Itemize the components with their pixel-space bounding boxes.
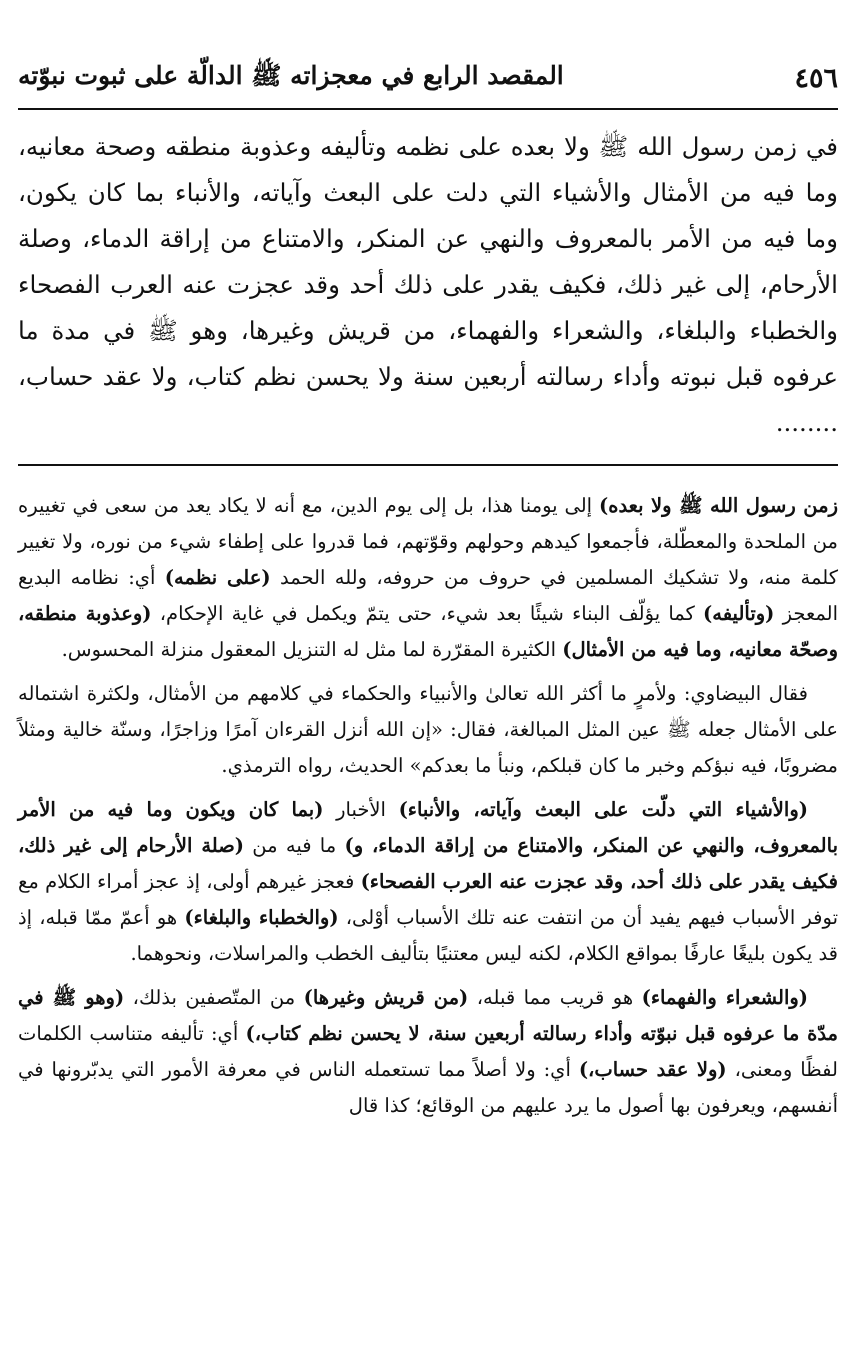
commentary: [18, 488, 838, 1124]
text-run: (والأشياء التي دلّت على البعث وآياته، والأنباء): [398, 798, 808, 821]
text-run: ما فيه من: [244, 834, 345, 857]
commentary-paragraph-4: [18, 980, 838, 1124]
ellipsis-dots: ........: [775, 408, 838, 437]
text-run: (والخطباء والبلغاء): [184, 906, 339, 929]
text-run: إلى يومنا هذا، بل إلى يوم الدين، مع أنه لا يكاد يعد من سعى في تغييره من الملحدة والمعطّلة، فأجمعوا كيدهم وحولهم وقوّتهم، فما قدروا على إطفاء شيء من نوره، ولا تغيير كلمة منه، ولا تشكيك المسلمين في حروف من حروفه، ولله الحمد: [18, 494, 838, 589]
text-run: (وهو ﷺ في مدّة ما عرفوه قبل نبوّته وأداء رسالته أربعين سنة، لا يحسن نظم كتاب،): [18, 986, 838, 1045]
text-run: زمن رسول الله ﷺ ولا بعده): [599, 494, 838, 517]
text-run: (والشعراء والفهماء): [641, 986, 809, 1009]
page-number: ٤٥٦: [794, 62, 838, 94]
running-header: [18, 58, 838, 98]
text-run: (على نظمه): [164, 566, 271, 589]
text-run: الأخبار: [323, 798, 399, 821]
text-run: أي: ولا أصلاً مما تستعمله الناس في معرفة الأمور التي يدبّرونها في أنفسهم، ويعرفون بها أصول ما يرد عليهم من الوقائع؛ كذا قال: [18, 1058, 838, 1117]
text-run: أي: تأليفه متناسب الكلمات لفظًا ومعنى،: [18, 1022, 838, 1081]
commentary-paragraph-2: فقال البيضاوي: ولأمرٍ ما أكثر الله تعالىٰ والأنبياء والحكماء في كلامهم من الأمثال، ولكثرة اشتماله على الأمثال جعله ﷺ عين المثل المبالغة، فقال: «إن الله أنزل القرءان آمرًا وزاجرًا، وسنّة خالية ومثلاً مضروبًا، فيه نبؤكم وخبر ما كان قبلكم، ونبأ ما بعدكم» الحديث، رواه الترمذي.: [18, 682, 838, 777]
main-paragraph-text: في زمن رسول الله ﷺ ولا بعده على نظمه وتأليفه وعذوبة منطقه وصحة معانيه، وما فيه من الأمثال والأشياء التي دلت على البعث وآياته، والأنباء بما كان يكون، وما فيه من الأمر بالمعروف والنهي عن المنكر، والامتناع من إراقة الدماء، وصلة الأرحام، إلى غير ذلك، فكيف يقدر على ذلك أحد وقد عجزت عنه العرب الفصحاء والخطباء والبلغاء، والشعراء والفهماء، من قريش وغيرها، وهو ﷺ في مدة ما عرفوه قبل نبوته وأداء رسالته أربعين سنة ولا يحسن نظم كتاب، ولا عقد حساب،: [18, 132, 838, 391]
text-run: (من قريش وغيرها): [303, 986, 469, 1009]
text-run: (وعذوبة منطقه، وصحّة معانيه، وما فيه من الأمثال): [18, 602, 838, 661]
text-run: هو قريب مما قبله،: [468, 986, 642, 1009]
text-run: (بما كان ويكون وما فيه من الأمر بالمعروف، والنهي عن المنكر، والامتناع من إراقة الدماء، و): [18, 798, 838, 857]
chapter-title: المقصد الرابع في معجزاته ﷺ الدالّة على ثبوت نبوّته: [18, 60, 564, 90]
text-run: (وتأليفه): [703, 602, 775, 625]
text-run: الكثيرة المقرّرة لما مثل له التنزيل المعقول منزلة المحسوس.: [61, 638, 563, 661]
text-run: كما يؤلّف البناء شيئًا بعد شيء، حتى يتمّ ويكمل في غاية الإحكام،: [151, 602, 704, 625]
commentary-paragraph-1: [18, 488, 838, 668]
main-text: [18, 124, 838, 446]
separator-rule: [18, 464, 838, 466]
header-rule: [18, 108, 838, 110]
text-run: أي: نظامه البديع المعجز: [18, 566, 838, 625]
text-run: هو أعمّ ممّا قبله، إذ قد يكون بليغًا عارفًا بمواقع الكلام، لكنه ليس معتنيًا بتأليف الخطب والمراسلات، ونحوهما.: [18, 906, 838, 965]
text-run: (ولا عقد حساب،): [578, 1058, 727, 1081]
book-page: [18, 58, 838, 1348]
text-run: (صلة الأرحام إلى غير ذلك، فكيف يقدر على ذلك أحد، وقد عجزت عنه العرب الفصحاء): [18, 834, 838, 893]
text-run: من المتّصفين بذلك،: [124, 986, 304, 1009]
text-run: فعجز غيرهم أولى، إذ عجز أمراء الكلام مع توفر الأسباب فيهم يفيد أن من انتفت عنه تلك الأسباب أوْلى،: [18, 870, 838, 929]
main-paragraph: [18, 124, 838, 446]
commentary-paragraph-3: [18, 792, 838, 972]
